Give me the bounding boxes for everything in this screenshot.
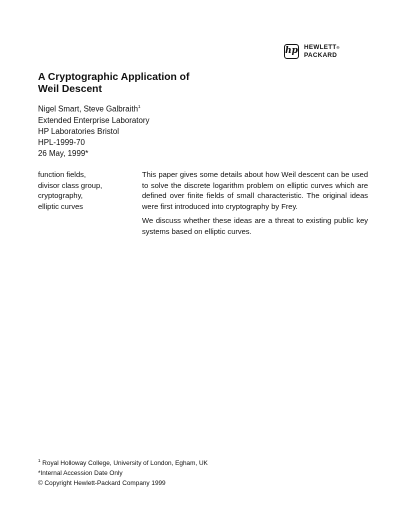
hewlett-packard-logo: [284, 44, 354, 62]
author-org: HP Laboratories Bristol: [38, 126, 119, 136]
author-block: [38, 101, 298, 159]
author-footnote-mark: 1: [138, 104, 141, 109]
keyword-item: function fields,: [38, 170, 86, 179]
paper-title: [38, 72, 278, 96]
keywords-list: [38, 170, 138, 212]
abstract-paragraph-1: This paper gives some details about how Weil descent can be used to solve the discrete logarithm problem on elliptic curves which are defined over finite fields of small characteristic. The original ideas were first introduced into cryptography by Frey.: [142, 170, 368, 211]
author-names-line: [38, 101, 298, 115]
author-names: Nigel Smart, Steve Galbraith: [38, 104, 138, 114]
keyword-item: elliptic curves: [38, 201, 84, 211]
title-line-1: A Cryptographic Application of: [38, 72, 190, 83]
report-date: 26 May, 1999*: [38, 148, 89, 158]
hp-logo-icon: hp: [284, 44, 299, 59]
affiliation-footnote: [38, 456, 358, 469]
author-lab: Extended Enterprise Laboratory: [38, 115, 150, 125]
logo-line-2: PACKARD: [304, 52, 338, 59]
report-number: HPL-1999-70: [38, 137, 85, 147]
keyword-item: divisor class group,: [38, 180, 103, 190]
logo-line-1: HEWLETT: [304, 44, 337, 51]
internal-accession-note: *Internal Accession Date Only: [38, 470, 123, 478]
affiliation-text: Royal Holloway College, University of London, Egham, UK: [42, 460, 208, 468]
title-line-2: Weil Descent: [38, 84, 102, 95]
abstract: [142, 170, 368, 241]
footnotes: [38, 456, 358, 489]
keyword-item: cryptography,: [38, 191, 83, 200]
copyright-notice: © Copyright Hewlett-Packard Company 1999: [38, 480, 166, 488]
logo-wordmark: HEWLETT® PACKARD: [304, 44, 340, 59]
affiliation-footnote-mark: 1: [38, 458, 41, 463]
abstract-paragraph-2: We discuss whether these ideas are a threat to existing public key systems based on elliptic curves.: [142, 216, 368, 236]
